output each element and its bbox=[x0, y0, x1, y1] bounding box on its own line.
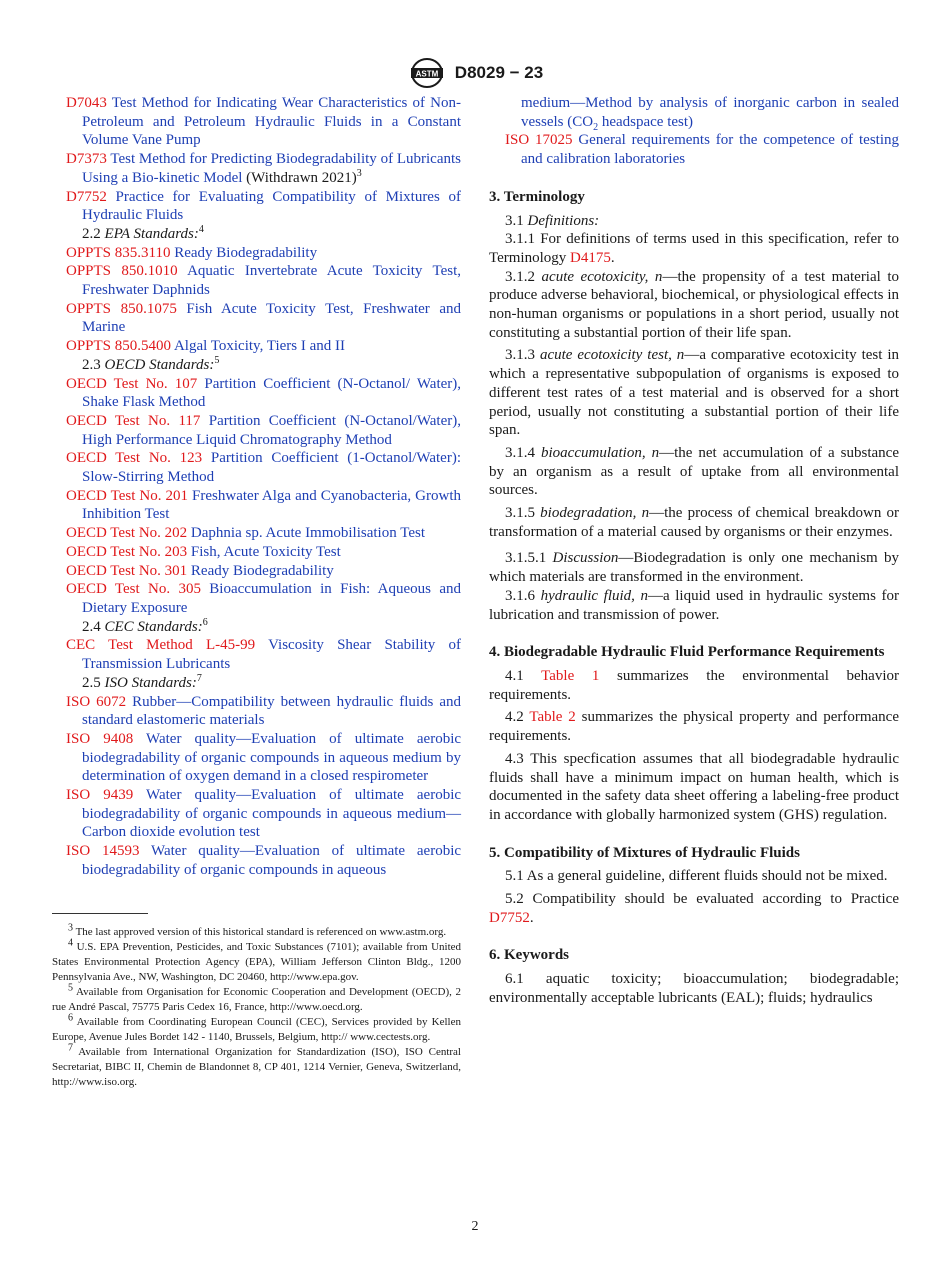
reference-cec-l-45-99: CEC Test Method L-45-99 Viscosity Shear Stability of Transmission Lubricants bbox=[66, 637, 461, 673]
footnote-6: $^6$ Available from Coordinating European Council (CEC), Services provided by Kellen Europe, Avenue Jules Bordet 142 - 1140, Brussels, Belgium, http:// www.cectests.org. bbox=[52, 1012, 461, 1043]
section-3-1-4: 3.1.4 bioaccumulation, n—the net accumulation of a substance by an organism as a result of uptake from all environmental sources. bbox=[489, 444, 899, 499]
section-5-1: 5.1 As a general guideline, different fluids should not be mixed. bbox=[505, 868, 888, 885]
reference-iso-9439: ISO 9439 Water quality—Evaluation of ultimate aerobic biodegradability of organic compounds in aqueous medium—Carbon dioxide evolution test bbox=[66, 787, 462, 841]
reference-oecd-301: OECD Test No. 301 Ready Biodegradability bbox=[66, 562, 334, 579]
reference-oppts-850-5400: OPPTS 850.5400 Algal Toxicity, Tiers I and II bbox=[66, 338, 345, 355]
footnote-5: $^5$ Available from Organisation for Economic Cooperation and Development (OECD), 2 rue André Pascal, 75775 Paris Cedex 16, France, http://www.oecd.org. bbox=[52, 982, 461, 1013]
reference-oecd-305: OECD Test No. 305 Bioaccumulation in Fish: Aqueous and Dietary Exposure bbox=[66, 581, 461, 616]
reference-iso-17025: ISO 17025 General requirements for the competence of testing and calibration laboratories bbox=[505, 132, 899, 168]
page-number: 2 bbox=[471, 1219, 479, 1234]
section-3-1-2: 3.1.2 acute ecotoxicity, n—the propensity of a test material to produce adverse behavioral, biochemical, or physiological effects in non-human organisms or populations in a short period, usually not constituting a substantial portion of their life span. bbox=[489, 268, 899, 341]
reference-oecd-201: OECD Test No. 201 Freshwater Alga and Cyanobacteria, Growth Inhibition Test bbox=[66, 487, 461, 523]
footnotes bbox=[52, 922, 462, 1090]
section-4-3: 4.3 This specfication assumes that all biodegradable hydraulic fluids shall have a minimum impact on human health, which is documented in the safety data sheet offering a labeling-free product in accordance with globally harmonized system (GHS) regulation. bbox=[489, 750, 899, 823]
section-3-heading: 3. Terminology bbox=[489, 188, 585, 205]
footnote-4: $^4$ U.S. EPA Prevention, Pesticides, and Toxic Substances (7101); available from United States Environmental Protection Agency (EPA), William Jefferson Clinton Bldg., 1200 Pennsylvania Ave., NW, Washington, DC 20460, http://www.epa.gov. bbox=[52, 937, 462, 983]
reference-iso-14593-continued[interactable]: medium—Method by analysis of inorganic carbon in sealed vessels ($CO_2$ headspace test) bbox=[521, 95, 899, 133]
reference-d7043 bbox=[66, 94, 461, 150]
reference-d7373 bbox=[66, 150, 461, 187]
ref-code: D7373 bbox=[66, 151, 107, 168]
footnote-3: $^3$ The last approved version of this historical standard is referenced on www.astm.org. bbox=[68, 922, 447, 938]
withdrawn-note: (Withdrawn 2021) bbox=[242, 169, 357, 186]
reference-oecd-117: OECD Test No. 117 Partition Coefficient (N-Octanol/Water), High Performance Liquid Chromatography Method bbox=[66, 412, 461, 448]
right-column bbox=[489, 94, 899, 1008]
section-4-2: 4.2 Table 2 summarizes the physical property and performance requirements. bbox=[489, 709, 899, 745]
section-6-heading: 6. Keywords bbox=[489, 947, 569, 964]
astm-logo-text: ASTM bbox=[415, 69, 439, 79]
document-id: D8029 − 23 bbox=[454, 63, 544, 82]
section-3-1: 3.1 Definitions: bbox=[505, 212, 600, 229]
section-5-2: 5.2 Compatibility should be evaluated according to Practice D7752. bbox=[489, 891, 899, 926]
astm-logo-icon bbox=[407, 57, 447, 89]
cec-standards-heading: 2.4 CEC Standards:$^6$ bbox=[82, 616, 208, 635]
reference-oecd-107: OECD Test No. 107 Partition Coefficient (N-Octanol/ Water), Shake Flask Method bbox=[66, 375, 462, 411]
section-3-1-3: 3.1.3 acute ecotoxicity test, n—a comparative ecotoxicity test in which a representative subpopulation of organisms is exposed to different test rates of a test material and is observed for a short period, usually not constituting a substantial portion of their life span. bbox=[489, 347, 900, 439]
reference-oppts-835-3110: OPPTS 835.3110 Ready Biodegradability bbox=[66, 244, 318, 261]
left-column bbox=[66, 94, 461, 880]
iso-standards-heading: 2.5 ISO Standards:$^7$ bbox=[82, 672, 202, 691]
ref-title-link[interactable]: Test Method for Indicating Wear Characteristics of Non-Petroleum and Petroleum Hydraulic Fluids in a Constant Volume Vane Pump bbox=[82, 95, 461, 149]
section-3-1-5: 3.1.5 biodegradation, n—the process of chemical breakdown or transformation of a material caused by organisms or their enzymes. bbox=[489, 505, 900, 540]
section-3-1-1: 3.1.1 For definitions of terms used in this specification, refer to Terminology D4175. bbox=[489, 231, 899, 266]
reference-iso-6072: ISO 6072 Rubber—Compatibility between hydraulic fluids and standard elastomeric materials bbox=[66, 693, 462, 729]
section-6-1: 6.1 aquatic toxicity; bioaccumulation; biodegradable; environmentally acceptable lubricants (EAL); fluids; hydraulics bbox=[489, 971, 899, 1006]
section-4-1: 4.1 Table 1 summarizes the environmental behavior requirements. bbox=[489, 667, 899, 703]
reference-oecd-203: OECD Test No. 203 Fish, Acute Toxicity Test bbox=[66, 543, 341, 560]
epa-standards-heading: 2.2 EPA Standards:$^4$ bbox=[82, 223, 204, 242]
reference-oecd-123: OECD Test No. 123 Partition Coefficient (1-Octanol/Water): Slow-Stirring Method bbox=[66, 450, 461, 486]
ref-code: D7752 bbox=[66, 188, 107, 205]
section-4-heading: 4. Biodegradable Hydraulic Fluid Performance Requirements bbox=[489, 644, 885, 661]
section-3-1-6: 3.1.6 hydraulic fluid, n—a liquid used in hydraulic systems for lubrication and transmission of power. bbox=[489, 587, 899, 623]
section-5-heading: 5. Compatibility of Mixtures of Hydraulic Fluids bbox=[489, 844, 800, 861]
ref-title-link[interactable]: Test Method for Predicting Biodegradability of Lubricants Using a Bio-kinetic Model bbox=[82, 151, 461, 186]
footnote-ref-3: 3 bbox=[356, 167, 362, 179]
ref-code: D7043 bbox=[66, 95, 107, 111]
page-header bbox=[0, 57, 950, 89]
ref-title-link[interactable]: Practice for Evaluating Compatibility of Mixtures of Hydraulic Fluids bbox=[82, 188, 462, 224]
reference-d7752 bbox=[66, 188, 461, 225]
footnote-divider bbox=[52, 913, 148, 914]
reference-iso-14593: ISO 14593 Water quality—Evaluation of ultimate aerobic biodegradability of organic compounds in aqueous bbox=[66, 843, 462, 878]
footnote-7: $^7$ Available from International Organization for Standardization (ISO), ISO Central Secretariat, BIBC II, Chemin de Blandonnet 8, CP 401, 1214 Vernier, Geneva, Switzerland, http://www.iso.org. bbox=[52, 1042, 461, 1088]
reference-oecd-202: OECD Test No. 202 Daphnia sp. Acute Immobilisation Test bbox=[66, 525, 425, 542]
reference-iso-9408: ISO 9408 Water quality—Evaluation of ultimate aerobic biodegradability of organic compounds in aqueous medium by determination of oxygen demand in a closed respirometer bbox=[66, 730, 462, 785]
reference-oppts-850-1010: OPPTS 850.1010 Aquatic Invertebrate Acute Toxicity Test, Freshwater Daphnids bbox=[66, 263, 461, 299]
section-3-1-5-1: 3.1.5.1 Discussion—Biodegradation is only one mechanism by which materials are transformed in the environment. bbox=[489, 550, 899, 586]
oecd-standards-heading: 2.3 OECD Standards:$^5$ bbox=[82, 354, 220, 373]
reference-oppts-850-1075: OPPTS 850.1075 Fish Acute Toxicity Test, Freshwater and Marine bbox=[66, 300, 461, 336]
